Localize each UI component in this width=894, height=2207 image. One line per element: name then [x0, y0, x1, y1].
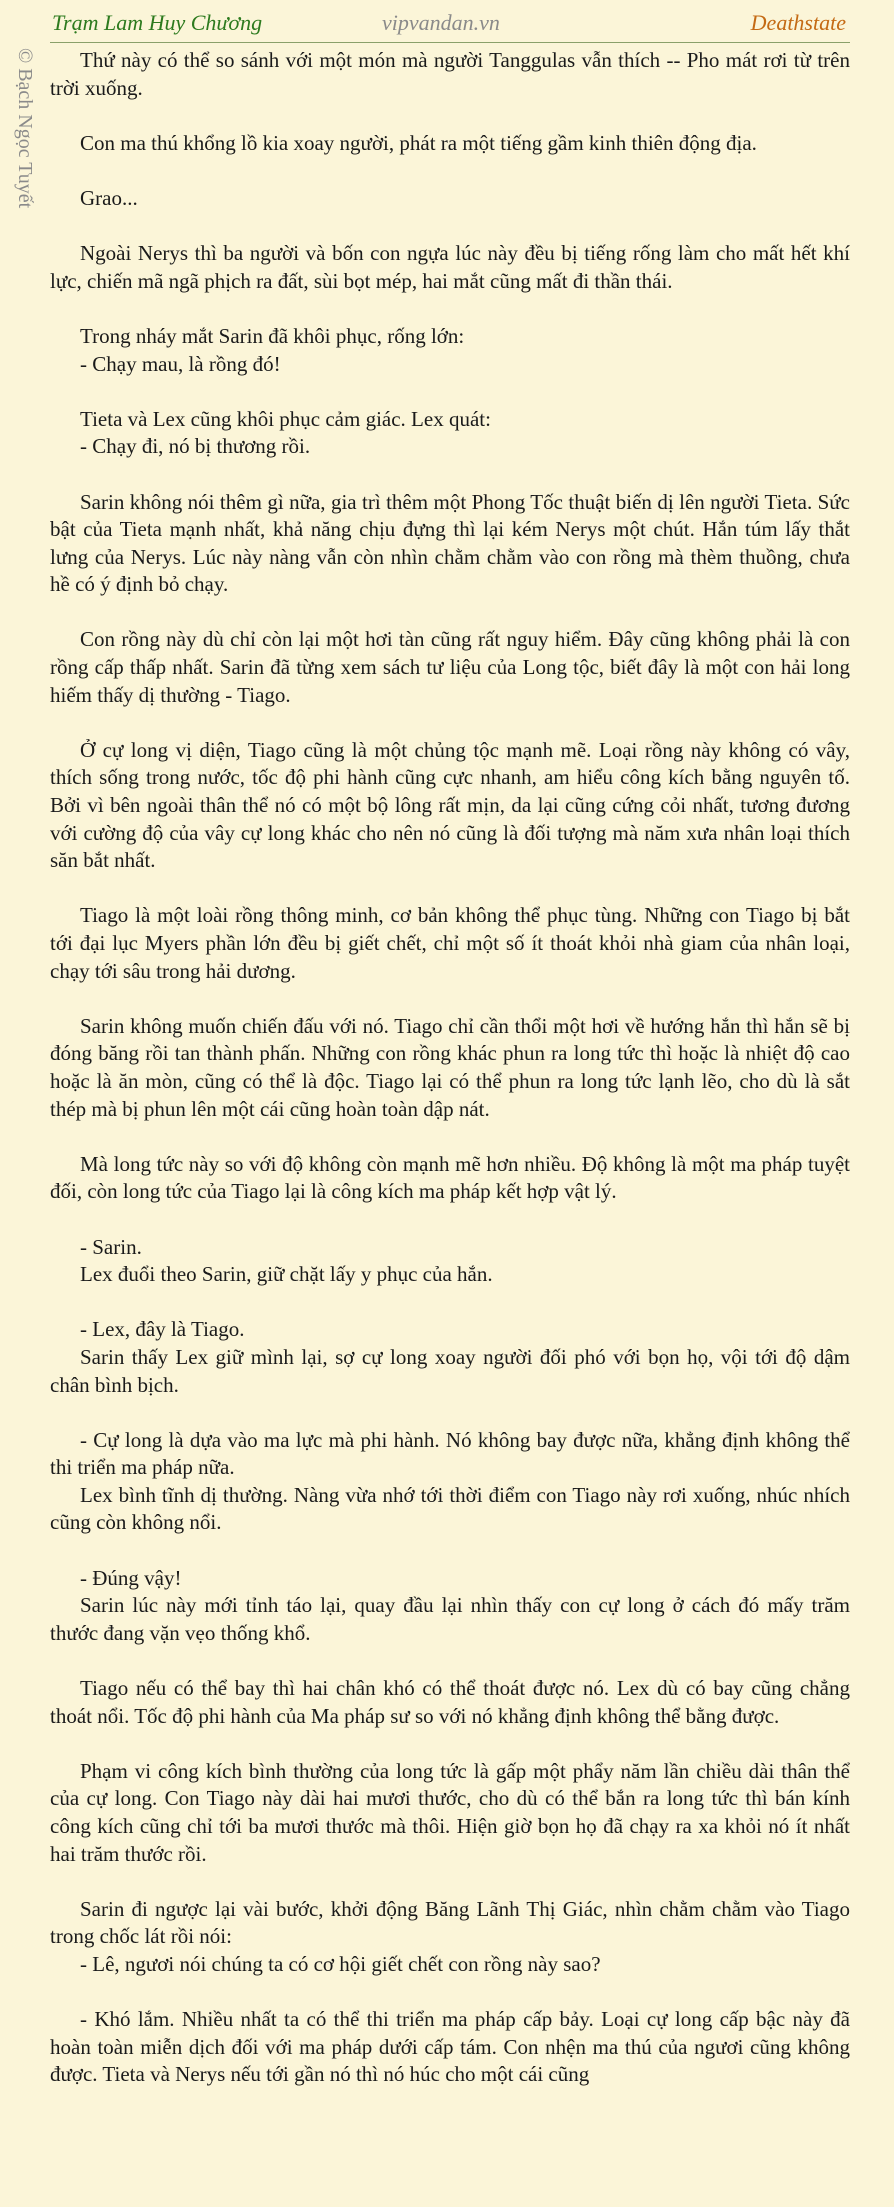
paragraph-line: - Lê, ngươi nói chúng ta có cơ hội giết chết con rồng này sao? [80, 1951, 601, 1976]
paragraph-line: - Khó lắm. Nhiều nhất ta có thể thi triển ma pháp cấp bảy. Loại cự long cấp bậc này đã hoàn toàn miễn dịch đối với ma pháp dưới cấp tám. Con nhện ma thú của ngươi cũng không được. Tieta và Nerys nếu tới gần nó thì nó húc cho một cái cũng [50, 2007, 850, 2087]
paragraph-line: Ngoài Nerys thì ba người và bốn con ngựa lúc này đều bị tiếng rống làm cho mất hết khí lực, chiến mã ngã phịch ra đất, sùi bọt mép, hai mắt cũng mất đi thần thái. [50, 241, 850, 293]
page-header [0, 0, 894, 44]
watermark-text: © Bạch Ngọc Tuyết [14, 48, 36, 209]
paragraph [50, 1234, 850, 1289]
paragraph-line: Ở cự long vị diện, Tiago cũng là một chủng tộc mạnh mẽ. Loại rồng này không có vây, thích sống trong nước, tốc độ phi hành cũng cực nhanh, am hiểu công kích bằng nguyên tố. Bởi vì bên ngoài thân thể nó có một bộ lông rất mịn, da lại cũng cứng cỏi nhất, tương đương với cường độ của vây cự long khác cho nên nó cũng là đối tượng mà năm xưa nhân loại thích săn bắt nhất. [50, 737, 850, 873]
paragraph-line: Tiago là một loài rồng thông minh, cơ bản không thể phục tùng. Những con Tiago bị bắt tới đại lục Myers phần lớn đều bị giết chết, chỉ một số ít thoát khỏi nhà giam của nhân loại, chạy tới sâu trong hải dương. [50, 903, 850, 983]
header-divider [50, 42, 850, 43]
paragraph [50, 240, 850, 295]
header-site-name: vipvandan.vn [382, 10, 500, 35]
paragraph [50, 1758, 850, 1868]
paragraph [50, 2006, 850, 2089]
paragraph [50, 1565, 850, 1648]
header-book-title: Trạm Lam Huy Chương [52, 10, 263, 35]
paragraph-line: Phạm vi công kích bình thường của long tức là gấp một phẩy năm lần chiều dài thân thể của cự long. Con Tiago này dài hai mươi thước, cho dù có thể bắn ra long tức thì bán kính công kích cũng chỉ tới ba mươi thước mà thôi. Hiện giờ bọn họ đã chạy ra xa khỏi nó ít nhất hai trăm thước rồi. [50, 1758, 850, 1866]
paragraph [50, 130, 850, 158]
paragraph [50, 1675, 850, 1730]
paragraph-line: Trong nháy mắt Sarin đã khôi phục, rống lớn: [80, 323, 465, 348]
paragraph-line: Lex bình tĩnh dị thường. Nàng vừa nhớ tới thời điểm con Tiago này rơi xuống, nhúc nhích cũng còn không nổi. [50, 1482, 850, 1535]
paragraph-line: Sarin đi ngược lại vài bước, khởi động Băng Lãnh Thị Giác, nhìn chằm chằm vào Tiago trong chốc lát rồi nói: [50, 1896, 850, 1949]
paragraph-line: Sarin không muốn chiến đấu với nó. Tiago chỉ cần thổi một hơi về hướng hắn thì hắn sẽ bị đóng băng rồi tan thành phấn. Những con rồng khác phun ra long tức thì hoặc là nhiệt độ cao hoặc là ăn mòn, cũng có thể là độc. Tiago lại có thể phun ra long tức lạnh lẽo, cho dù là sắt thép mà bị phun lên một cái cũng hoàn toàn dập nát. [50, 1013, 850, 1121]
paragraph-line: Tieta và Lex cũng khôi phục cảm giác. Lex quát: [80, 406, 491, 431]
paragraph-line: - Chạy mau, là rồng đó! [80, 351, 281, 376]
paragraph-line: Con ma thú khổng lồ kia xoay người, phát ra một tiếng gầm kinh thiên động địa. [80, 130, 757, 155]
paragraph [50, 737, 850, 875]
paragraph-line: - Chạy đi, nó bị thương rồi. [80, 434, 311, 459]
paragraph [50, 1896, 850, 1979]
paragraph-line: Grao... [80, 185, 138, 210]
paragraph [50, 626, 850, 709]
paragraph [50, 1151, 850, 1206]
paragraph-line: Mà long tức này so với độ không còn mạnh mẽ hơn nhiều. Độ không là một ma pháp tuyệt đối, còn long tức của Tiago lại là công kích ma pháp kết hợp vật lý. [50, 1151, 850, 1204]
paragraph-line: - Đúng vậy! [80, 1565, 182, 1590]
paragraph-line: - Lex, đây là Tiago. [80, 1317, 245, 1342]
paragraph-line: Sarin không nói thêm gì nữa, gia trì thêm một Phong Tốc thuật biến dị lên người Tieta. Sức bật của Tieta mạnh nhất, khả năng chịu đựng thì lại kém Nerys một chút. Hắn túm lấy thắt lưng của Nerys. Lúc này nàng vẫn còn nhìn chằm chằm vào con rồng mà thèm thuồng, chưa hề có ý định bỏ chạy. [50, 489, 850, 597]
paragraph [50, 47, 850, 102]
paragraph [50, 1316, 850, 1399]
chapter-body [50, 47, 850, 2117]
paragraph-line: Thứ này có thể so sánh với một món mà người Tanggulas vẫn thích -- Pho mát rơi từ trên trời xuống. [50, 48, 850, 100]
paragraph [50, 1013, 850, 1123]
paragraph [50, 406, 850, 461]
paragraph-line: - Cự long là dựa vào ma lực mà phi hành. Nó không bay được nữa, khẳng định không thể thi triển ma pháp nữa. [50, 1427, 850, 1480]
paragraph-line: Sarin lúc này mới tỉnh táo lại, quay đầu lại nhìn thấy con cự long ở cách đó mấy trăm thước đang vặn vẹo thống khổ. [50, 1593, 850, 1645]
paragraph-line: Sarin thấy Lex giữ mình lại, sợ cự long xoay người đối phó với bọn họ, vội tới độ dậm chân bình bịch. [50, 1344, 850, 1397]
header-author: Deathstate [750, 10, 846, 35]
paragraph [50, 1427, 850, 1537]
paragraph-line: Con rồng này dù chỉ còn lại một hơi tàn cũng rất nguy hiểm. Đây cũng không phải là con rồng cấp thấp nhất. Sarin đã từng xem sách tư liệu của Long tộc, biết đây là một con hải long hiếm thấy dị thường - Tiago. [50, 627, 850, 707]
paragraph [50, 902, 850, 985]
paragraph [50, 489, 850, 599]
side-watermark [10, 48, 40, 268]
paragraph [50, 185, 850, 213]
paragraph [50, 323, 850, 378]
paragraph-line: - Sarin. [80, 1234, 142, 1259]
paragraph-line: Lex đuổi theo Sarin, giữ chặt lấy y phục của hắn. [80, 1262, 493, 1287]
paragraph-line: Tiago nếu có thể bay thì hai chân khó có thể thoát được nó. Lex dù có bay cũng chẳng thoát nổi. Tốc độ phi hành của Ma pháp sư so với nó khẳng định không thể bằng được. [50, 1676, 850, 1728]
